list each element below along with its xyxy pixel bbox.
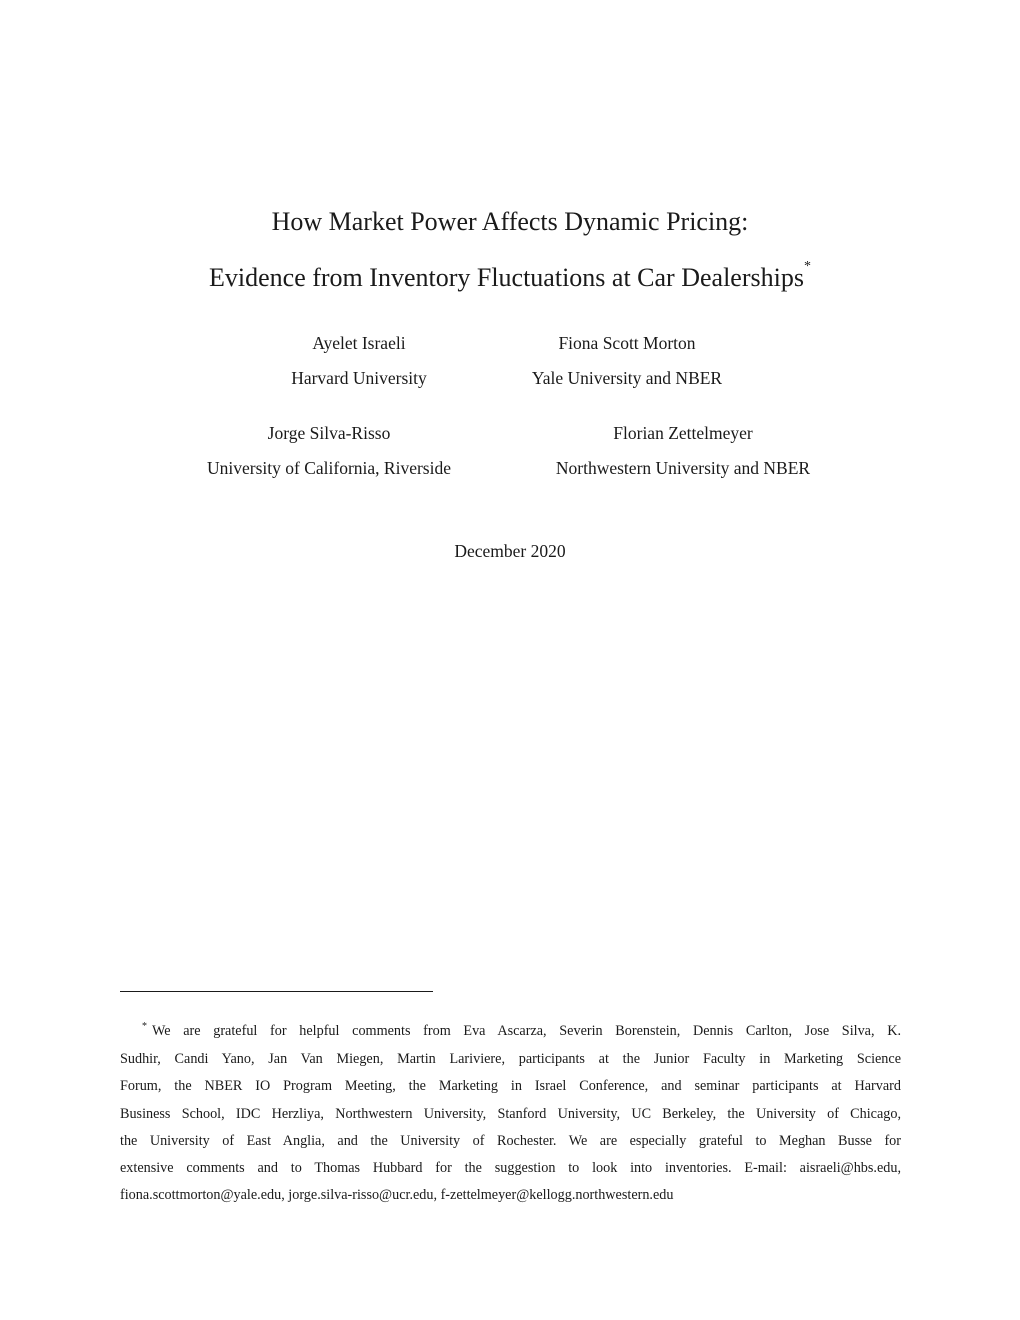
footnote-line: the University of East Anglia, and the University of Rochester. We are especially grateful to Meghan Busse for	[120, 1132, 901, 1149]
paper-title-line-2	[0, 259, 1020, 293]
author-affiliation: Yale University and NBER	[531, 368, 723, 388]
paper-title-text-2: Evidence from Inventory Fluctuations at Car Dealerships	[209, 263, 804, 292]
publication-date: December 2020	[454, 541, 566, 561]
author-affiliation: Harvard University	[291, 368, 427, 388]
author-name: Jorge Silva-Risso	[267, 423, 391, 443]
author-name: Fiona Scott Morton	[558, 333, 696, 353]
footnote-divider	[120, 991, 433, 992]
author-name: Florian Zettelmeyer	[613, 423, 753, 443]
author-block	[447, 332, 807, 389]
footnote-line: fiona.scottmorton@yale.edu, jorge.silva-risso@ucr.edu, f-zettelmeyer@kellogg.northwestern.edu	[120, 1187, 674, 1204]
title-footnote-mark[interactable]: *	[803, 259, 811, 275]
paper-title-line-1	[0, 207, 1020, 237]
footnote-line: Forum, the NBER IO Program Meeting, the Marketing in Israel Conference, and seminar participants at Harvard	[120, 1078, 901, 1095]
paper-title-text-1: How Market Power Affects Dynamic Pricing:	[271, 207, 749, 236]
author-name: Ayelet Israeli	[312, 333, 406, 353]
author-affiliation: Northwestern University and NBER	[555, 458, 811, 478]
author-affiliation: University of California, Riverside	[207, 458, 451, 478]
footnote-line: Sudhir, Candi Yano, Jan Van Miegen, Martin Lariviere, participants at the Junior Faculty in Marketing Science	[120, 1051, 901, 1068]
author-block	[149, 422, 509, 479]
footnote-line	[120, 1018, 901, 1046]
title-footnote	[120, 1018, 901, 1209]
footnote-line-text: We are grateful for helpful comments from Eva Ascarza, Severin Borenstein, Dennis Carlton, Jose Silva, K.	[152, 1023, 901, 1039]
footnote-line: extensive comments and to Thomas Hubbard for the suggestion to look into inventories. E-mail: aisraeli@hbs.edu,	[120, 1160, 901, 1177]
footnote-mark: *	[142, 1021, 147, 1032]
author-block	[503, 422, 863, 479]
footnote-line: Business School, IDC Herzliya, Northwestern University, Stanford University, UC Berkeley, the University of Chicago,	[120, 1105, 901, 1122]
